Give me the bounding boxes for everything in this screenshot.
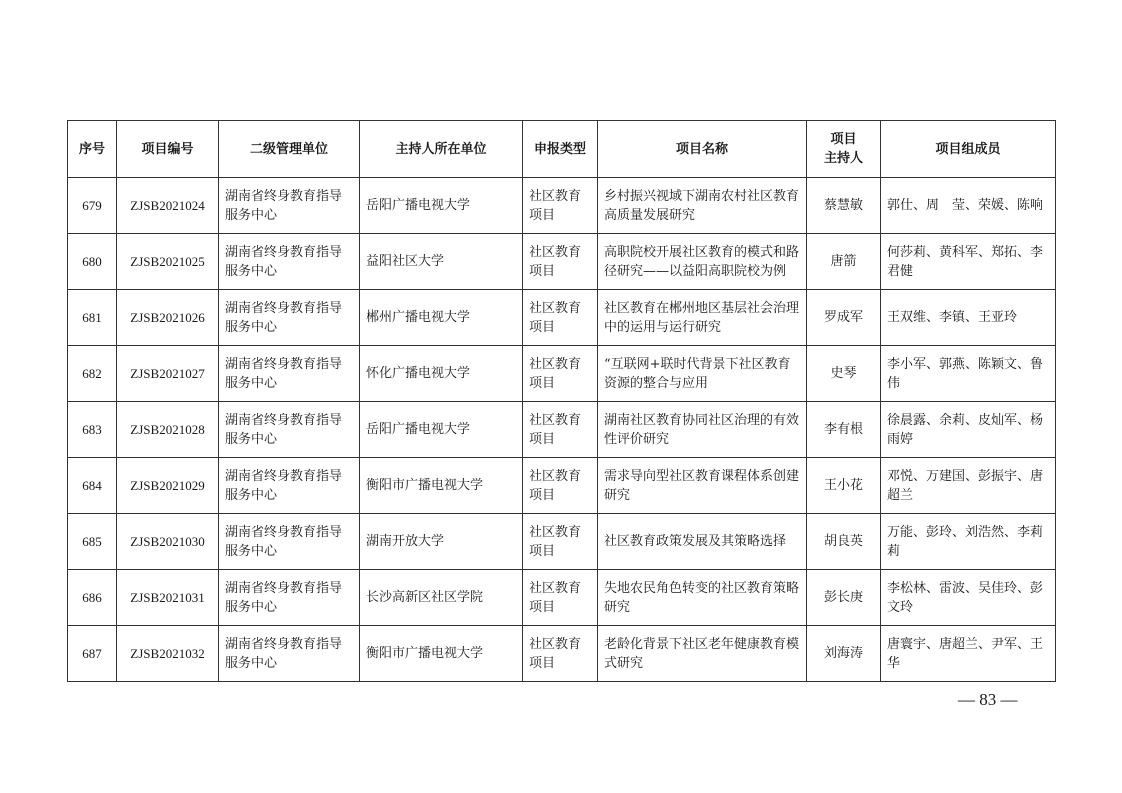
cell-code: ZJSB2021026 (117, 290, 219, 346)
table-row (68, 402, 1056, 458)
cell-name: “互联网+联时代背景下社区教育资源的整合与应用 (598, 346, 807, 402)
cell-num: 684 (68, 458, 117, 514)
cell-host: 彭长庚 (807, 570, 881, 626)
cell-code: ZJSB2021024 (117, 178, 219, 234)
cell-code: ZJSB2021028 (117, 402, 219, 458)
cell-host-unit: 长沙高新区社区学院 (360, 570, 523, 626)
cell-host-unit: 衡阳市广播电视大学 (360, 458, 523, 514)
header-members: 项目组成员 (881, 121, 1056, 178)
project-table (67, 120, 1056, 682)
cell-host: 胡良英 (807, 514, 881, 570)
cell-type: 社区教育项目 (523, 514, 598, 570)
cell-num: 683 (68, 402, 117, 458)
cell-code: ZJSB2021031 (117, 570, 219, 626)
cell-code: ZJSB2021025 (117, 234, 219, 290)
table-row (68, 346, 1056, 402)
cell-unit: 湖南省终身教育指导服务中心 (219, 626, 360, 682)
cell-unit: 湖南省终身教育指导服务中心 (219, 234, 360, 290)
cell-host: 刘海涛 (807, 626, 881, 682)
cell-name: 老龄化背景下社区老年健康教育模式研究 (598, 626, 807, 682)
header-host-unit: 主持人所在单位 (360, 121, 523, 178)
cell-type: 社区教育项目 (523, 402, 598, 458)
cell-type: 社区教育项目 (523, 346, 598, 402)
cell-code: ZJSB2021030 (117, 514, 219, 570)
cell-name: 社区教育政策发展及其策略选择 (598, 514, 807, 570)
cell-num: 685 (68, 514, 117, 570)
table-row (68, 234, 1056, 290)
cell-num: 679 (68, 178, 117, 234)
cell-type: 社区教育项目 (523, 458, 598, 514)
cell-name: 湖南社区教育协同社区治理的有效性评价研究 (598, 402, 807, 458)
cell-name: 需求导向型社区教育课程体系创建研究 (598, 458, 807, 514)
cell-unit: 湖南省终身教育指导服务中心 (219, 570, 360, 626)
cell-code: ZJSB2021027 (117, 346, 219, 402)
cell-name: 高职院校开展社区教育的模式和路径研究——以益阳高职院校为例 (598, 234, 807, 290)
header-row (68, 121, 1056, 178)
cell-type: 社区教育项目 (523, 290, 598, 346)
cell-name: 乡村振兴视域下湖南农村社区教育高质量发展研究 (598, 178, 807, 234)
cell-unit: 湖南省终身教育指导服务中心 (219, 178, 360, 234)
cell-type: 社区教育项目 (523, 234, 598, 290)
table-row (68, 458, 1056, 514)
cell-host: 李有根 (807, 402, 881, 458)
table-row (68, 178, 1056, 234)
cell-members: 万能、彭玲、刘浩然、李莉莉 (881, 514, 1056, 570)
table-row (68, 570, 1056, 626)
cell-host-unit: 岳阳广播电视大学 (360, 402, 523, 458)
cell-host-unit: 湖南开放大学 (360, 514, 523, 570)
cell-host: 史琴 (807, 346, 881, 402)
cell-num: 680 (68, 234, 117, 290)
cell-host: 罗成军 (807, 290, 881, 346)
table-row (68, 626, 1056, 682)
cell-unit: 湖南省终身教育指导服务中心 (219, 458, 360, 514)
header-host-line2: 主持人 (823, 151, 863, 166)
cell-host: 王小花 (807, 458, 881, 514)
cell-host: 唐箭 (807, 234, 881, 290)
header-unit: 二级管理单位 (219, 121, 360, 178)
cell-members: 徐晨露、余莉、皮灿军、杨雨婷 (881, 402, 1056, 458)
cell-members: 唐寰宇、唐超兰、尹军、王华 (881, 626, 1056, 682)
header-num: 序号 (68, 121, 117, 178)
cell-host-unit: 岳阳广播电视大学 (360, 178, 523, 234)
cell-type: 社区教育项目 (523, 178, 598, 234)
cell-unit: 湖南省终身教育指导服务中心 (219, 346, 360, 402)
cell-num: 681 (68, 290, 117, 346)
cell-num: 687 (68, 626, 117, 682)
header-name: 项目名称 (598, 121, 807, 178)
cell-members: 何莎莉、黄科军、郑拓、李君健 (881, 234, 1056, 290)
page-number: — 83 — (958, 690, 1018, 709)
cell-members: 王双维、李镇、王亚玲 (881, 290, 1056, 346)
cell-host-unit: 郴州广播电视大学 (360, 290, 523, 346)
cell-num: 682 (68, 346, 117, 402)
table-row (68, 290, 1056, 346)
cell-unit: 湖南省终身教育指导服务中心 (219, 402, 360, 458)
cell-members: 李松林、雷波、吴佳玲、彭文玲 (881, 570, 1056, 626)
cell-unit: 湖南省终身教育指导服务中心 (219, 290, 360, 346)
header-code: 项目编号 (117, 121, 219, 178)
header-host (807, 121, 881, 178)
cell-type: 社区教育项目 (523, 626, 598, 682)
cell-type: 社区教育项目 (523, 570, 598, 626)
cell-host-unit: 怀化广播电视大学 (360, 346, 523, 402)
cell-code: ZJSB2021032 (117, 626, 219, 682)
cell-host-unit: 益阳社区大学 (360, 234, 523, 290)
table-row (68, 514, 1056, 570)
header-type: 申报类型 (523, 121, 598, 178)
header-host-line1: 项目 (830, 132, 857, 147)
cell-name: 社区教育在郴州地区基层社会治理中的运用与运行研究 (598, 290, 807, 346)
cell-members: 李小军、郭燕、陈颖文、鲁伟 (881, 346, 1056, 402)
cell-members: 邓悦、万建国、彭振宇、唐超兰 (881, 458, 1056, 514)
cell-unit: 湖南省终身教育指导服务中心 (219, 514, 360, 570)
cell-host: 蔡慧敏 (807, 178, 881, 234)
cell-name: 失地农民角色转变的社区教育策略研究 (598, 570, 807, 626)
cell-code: ZJSB2021029 (117, 458, 219, 514)
cell-members: 郭仕、周 莹、荣媛、陈响 (881, 178, 1056, 234)
cell-num: 686 (68, 570, 117, 626)
cell-host-unit: 衡阳市广播电视大学 (360, 626, 523, 682)
